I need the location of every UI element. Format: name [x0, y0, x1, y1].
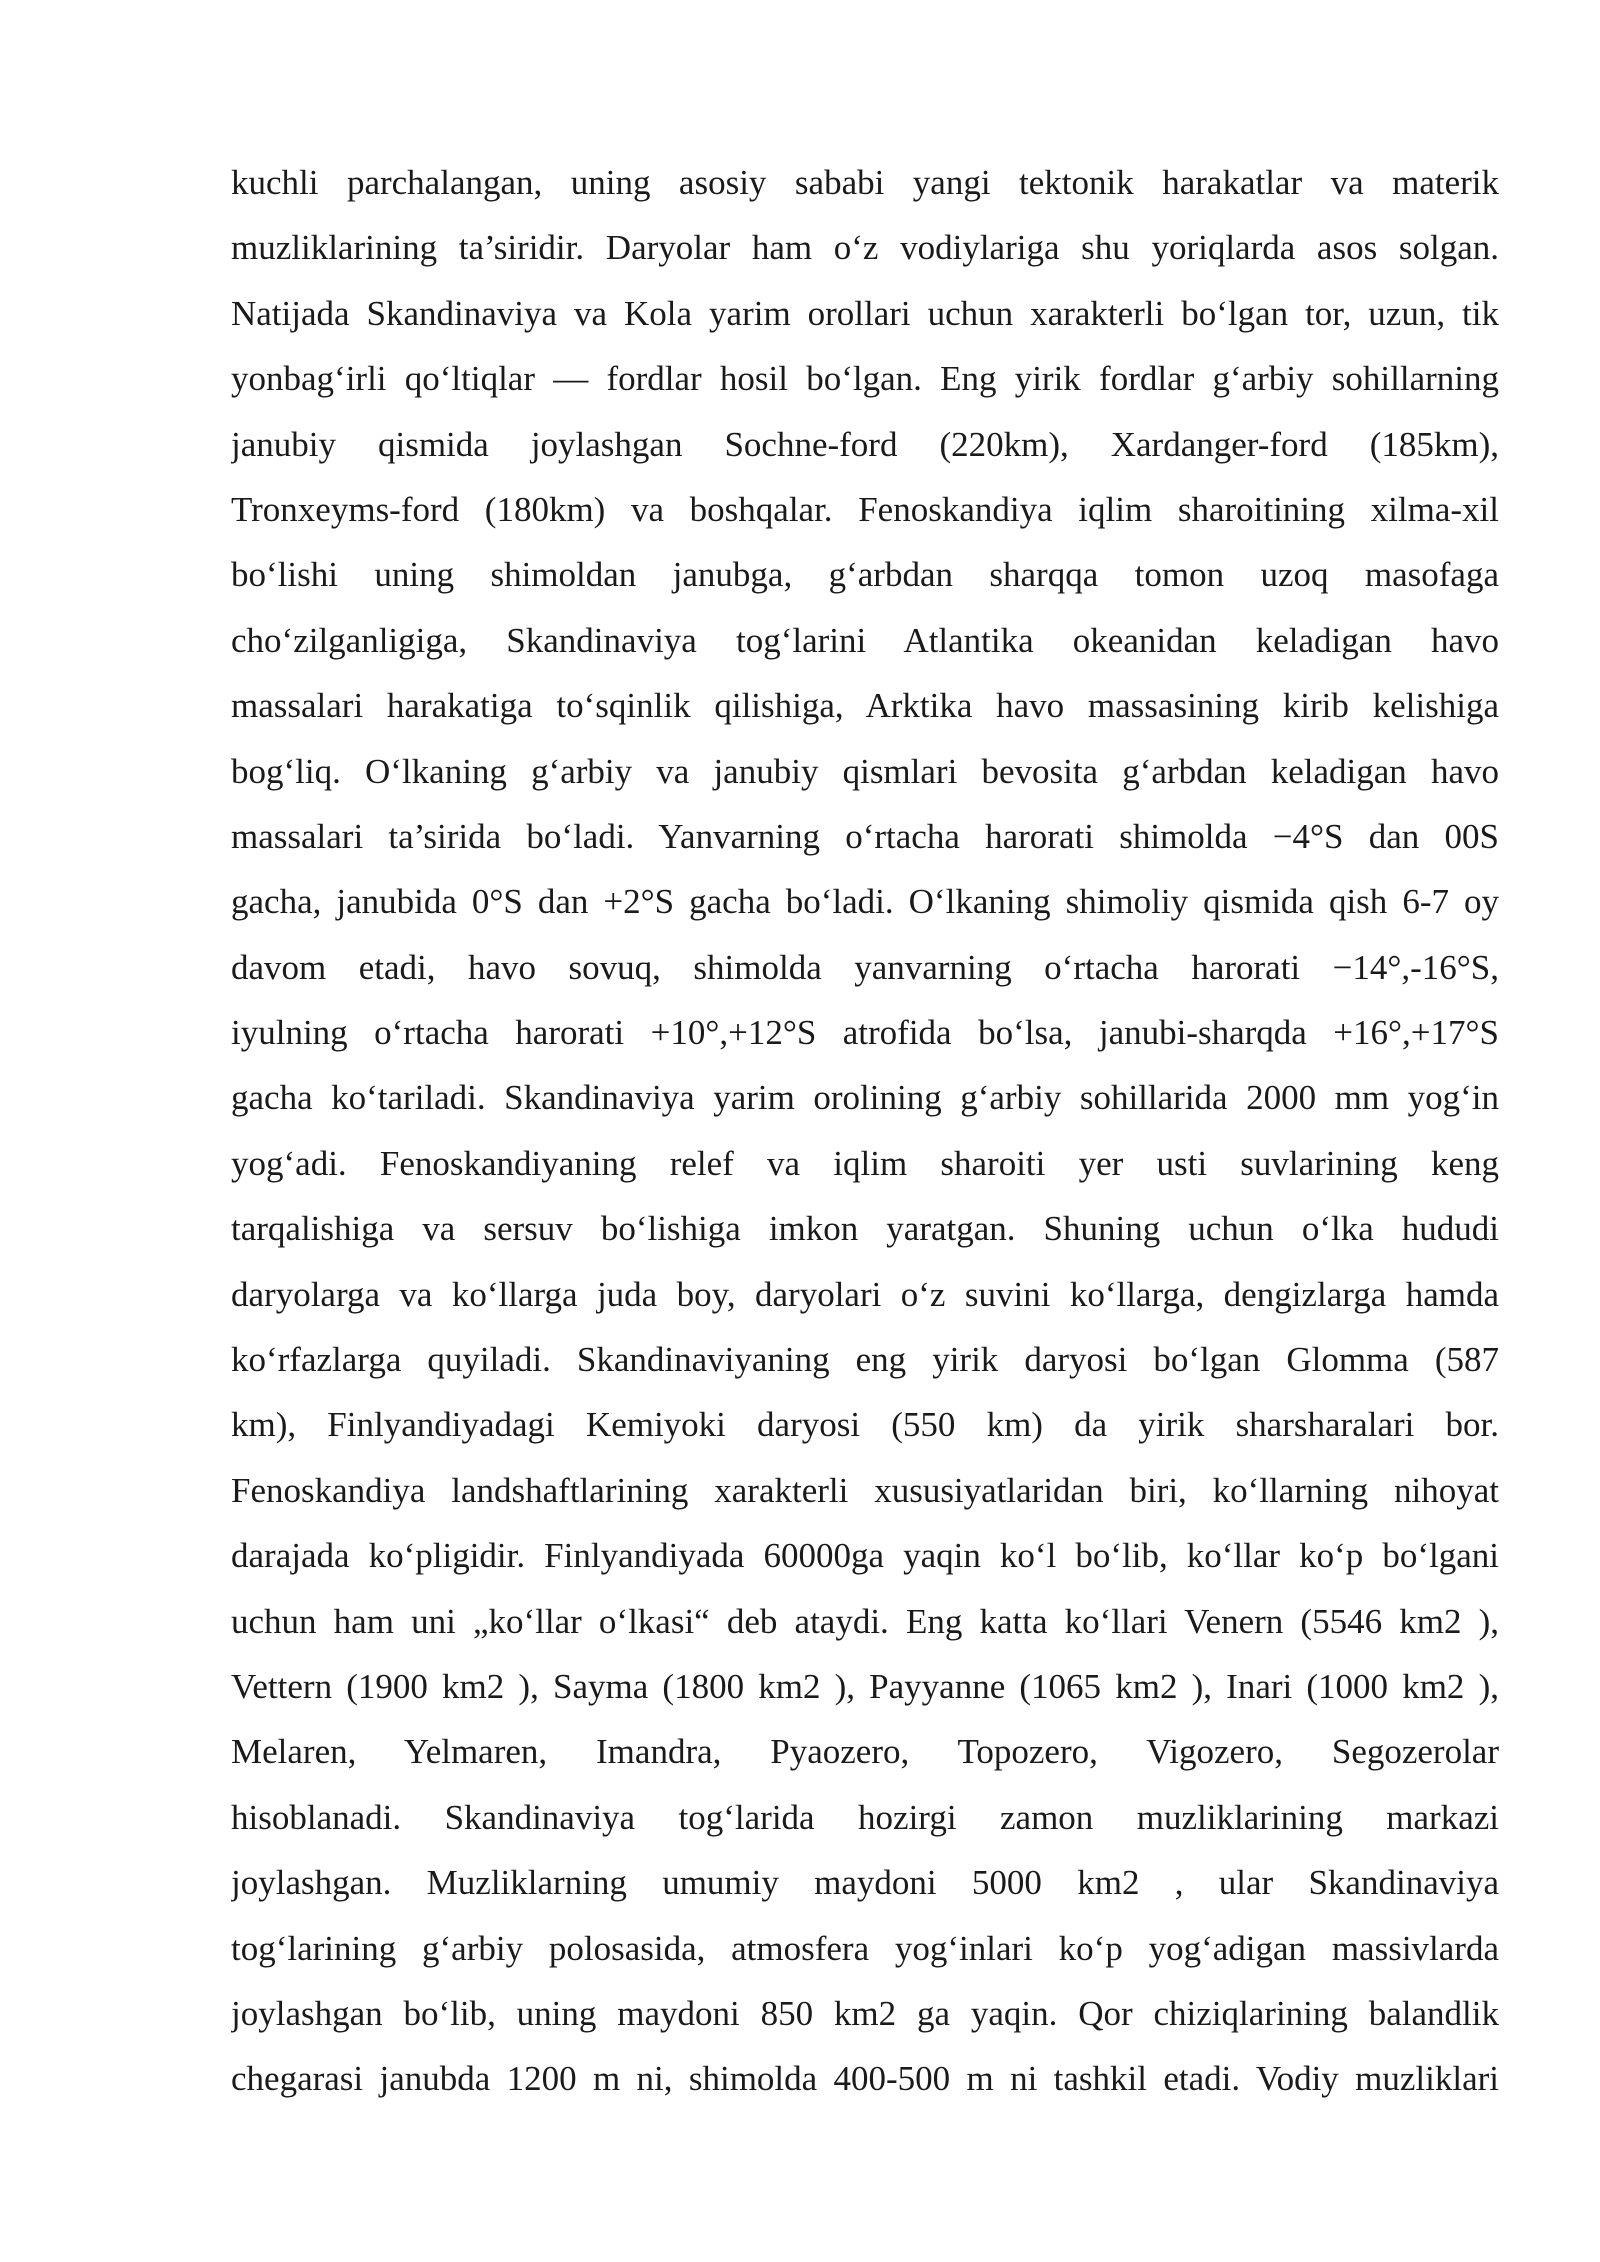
text-line: janubiy qismida joylashgan Sochne-ford (220km), Xardanger-ford (185km),	[231, 424, 1499, 464]
text-line: bo‘lishi uning shimoldan janubga, g‘arbdan sharqqa tomon uzoq masofaga	[231, 555, 1499, 595]
text-line: massalari harakatiga to‘sqinlik qilishiga, Arktika havo massasining kirib kelishiga	[231, 686, 1499, 726]
text-line: gacha, janubida 0°S dan +2°S gacha bo‘ladi. O‘lkaning shimoliy qismida qish 6-7 oy	[231, 882, 1499, 922]
text-line: iyulning o‘rtacha harorati +10°,+12°S atrofida bo‘lsa, janubi-sharqda +16°,+17°S	[231, 1013, 1499, 1053]
text-line: kuchli parchalangan, uning asosiy sababi yangi tektonik harakatlar va materik	[231, 163, 1499, 202]
text-line: tarqalishiga va sersuv bo‘lishiga imkon yaratgan. Shuning uchun o‘lka hududi	[231, 1209, 1499, 1249]
text-line: massalari ta’sirida bo‘ladi. Yanvarning o‘rtacha harorati shimolda −4°S dan 00S	[231, 816, 1499, 856]
text-line: gacha ko‘tariladi. Skandinaviya yarim orolining g‘arbiy sohillarida 2000 mm yog‘in	[231, 1078, 1499, 1118]
text-line: Vettern (1900 km2 ), Sayma (1800 km2 ), Payyanne (1065 km2 ), Inari (1000 km2 ),	[231, 1666, 1499, 1706]
text-line: Natijada Skandinaviya va Kola yarim orollari uchun xarakterli bo‘lgan tor, uzun, tik	[231, 293, 1499, 333]
text-line: cho‘zilganligiga, Skandinaviya tog‘larini Atlantika okeanidan keladigan havo	[231, 620, 1499, 660]
body-text	[231, 150, 1499, 2112]
text-line: darajada ko‘pligidir. Finlyandiyada 60000ga yaqin ko‘l bo‘lib, ko‘llar ko‘p bo‘lgani	[231, 1536, 1499, 1576]
text-line: uchun ham uni „ko‘llar o‘lkasi“ deb ataydi. Eng katta ko‘llari Venern (5546 km2 ),	[231, 1601, 1499, 1641]
text-line: bog‘liq. O‘lkaning g‘arbiy va janubiy qismlari bevosita g‘arbdan keladigan havo	[231, 751, 1499, 791]
text-line: chegarasi janubda 1200 m ni, shimolda 400-500 m ni tashkil etadi. Vodiy muzliklari	[231, 2059, 1499, 2099]
text-line: ko‘rfazlarga quyiladi. Skandinaviyaning eng yirik daryosi bo‘lgan Glomma (587	[231, 1340, 1499, 1380]
text-line: joylashgan bo‘lib, uning maydoni 850 km2 ga yaqin. Qor chiziqlarining balandlik	[231, 1993, 1499, 2033]
text-line: joylashgan. Muzliklarning umumiy maydoni 5000 km2 , ular Skandinaviya	[231, 1863, 1499, 1903]
text-line: muzliklarining ta’siridir. Daryolar ham o‘z vodiylariga shu yoriqlarda asos solgan.	[231, 228, 1499, 268]
text-line: hisoblanadi. Skandinaviya tog‘larida hozirgi zamon muzliklarining markazi	[231, 1797, 1499, 1837]
text-line: yog‘adi. Fenoskandiyaning relef va iqlim sharoiti yer usti suvlarining keng	[231, 1143, 1499, 1183]
text-line: Tronxeyms-ford (180km) va boshqalar. Fenoskandiya iqlim sharoitining xilma-xil	[231, 489, 1499, 529]
text-line: daryolarga va ko‘llarga juda boy, daryolari o‘z suvini ko‘llarga, dengizlarga hamda	[231, 1274, 1499, 1314]
text-line: Fenoskandiya landshaftlarining xarakterli xususiyatlaridan biri, ko‘llarning nihoyat	[231, 1470, 1499, 1510]
text-line: davom etadi, havo sovuq, shimolda yanvarning o‘rtacha harorati −14°,-16°S,	[231, 947, 1499, 987]
text-line: tog‘larining g‘arbiy polosasida, atmosfera yog‘inlari ko‘p yog‘adigan massivlarda	[231, 1928, 1499, 1968]
text-line: yonbag‘irli qo‘ltiqlar — fordlar hosil bo‘lgan. Eng yirik fordlar g‘arbiy sohillarning	[231, 359, 1499, 399]
text-line: Melaren, Yelmaren, Imandra, Pyaozero, Topozero, Vigozero, Segozerolar	[231, 1732, 1499, 1772]
text-line: km), Finlyandiyadagi Kemiyoki daryosi (550 km) da yirik sharsharalari bor.	[231, 1405, 1499, 1445]
